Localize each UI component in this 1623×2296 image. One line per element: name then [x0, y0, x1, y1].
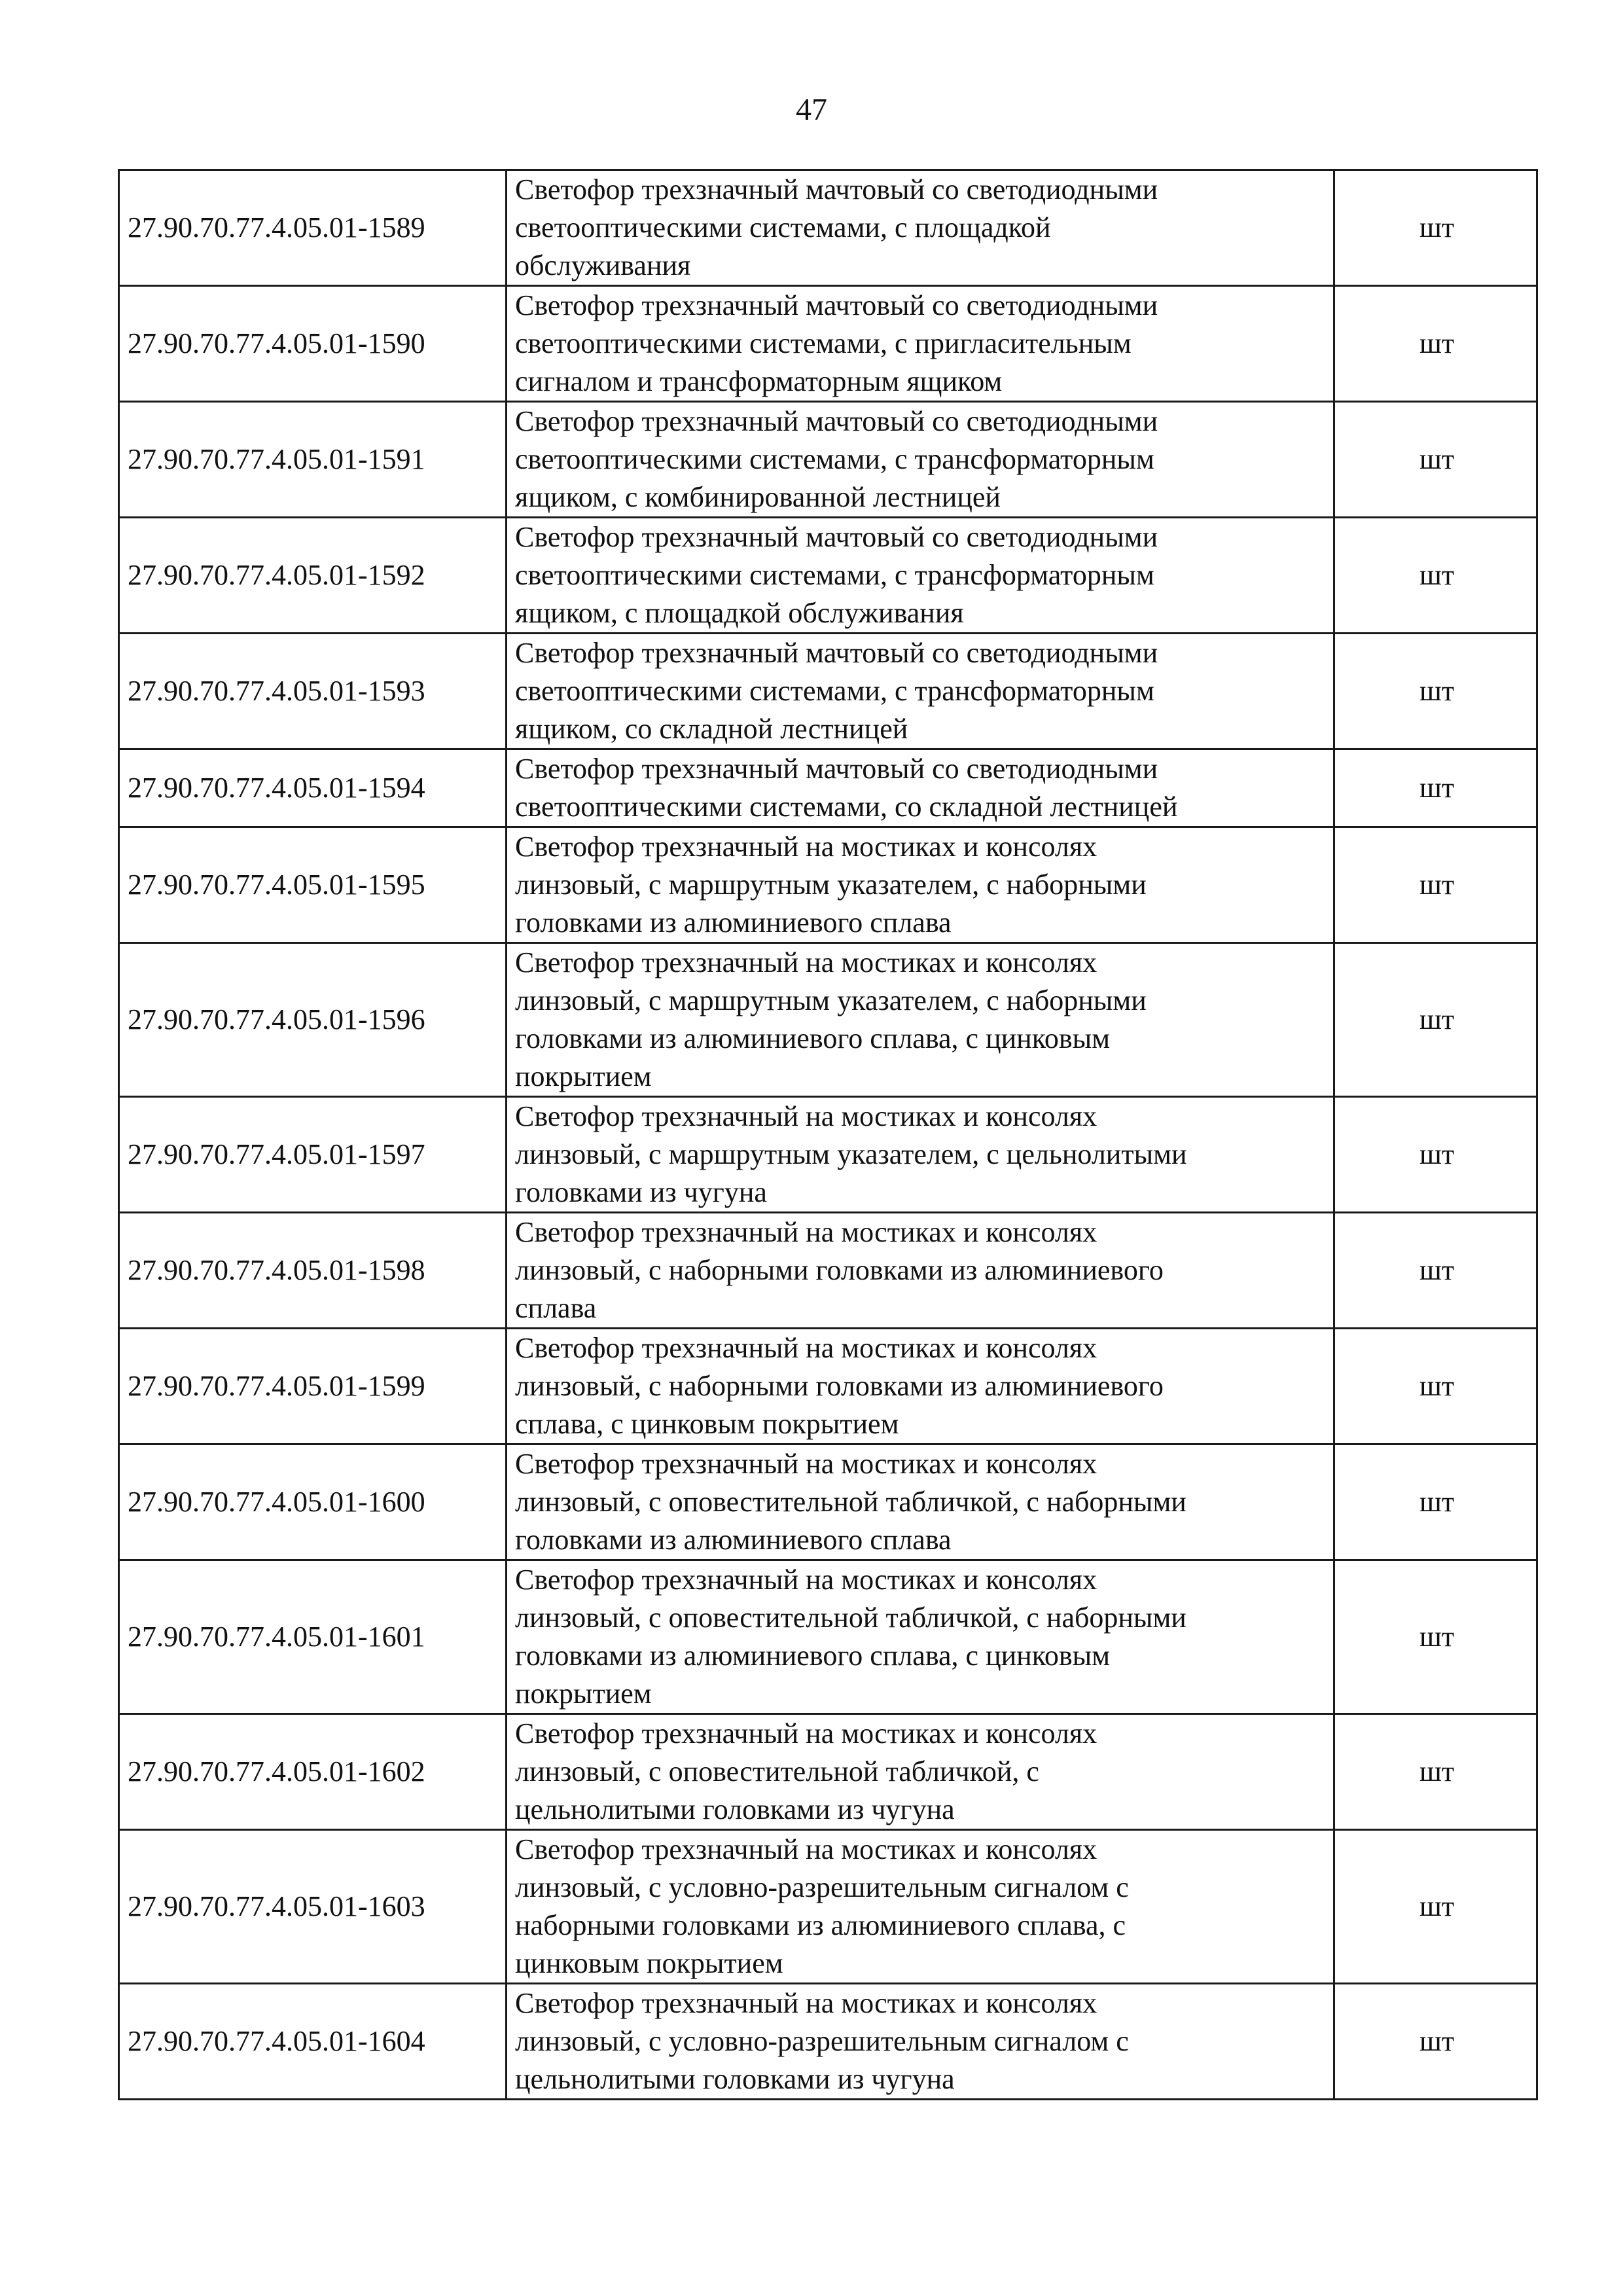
description-line: линзовый, с условно-разрешительным сигналом с: [515, 1871, 1129, 1903]
item-unit: шт: [1334, 518, 1537, 634]
item-unit: шт: [1334, 827, 1537, 943]
table-row: [119, 170, 1537, 286]
table-row: [119, 1560, 1537, 1714]
description-line: ящиком, с площадкой обслуживания: [515, 597, 964, 629]
description-line: светооптическими системами, с пригласительным: [515, 327, 1132, 359]
item-description: [507, 1097, 1334, 1213]
item-description: [507, 518, 1334, 634]
description-line: Светофор трехзначный мачтовый со светодиодными: [515, 753, 1158, 785]
item-code: 27.90.70.77.4.05.01-1598: [119, 1213, 507, 1329]
item-code: 27.90.70.77.4.05.01-1597: [119, 1097, 507, 1213]
table-row: [119, 518, 1537, 634]
item-unit: шт: [1334, 402, 1537, 518]
item-code: 27.90.70.77.4.05.01-1592: [119, 518, 507, 634]
item-unit: шт: [1334, 634, 1537, 749]
item-code: 27.90.70.77.4.05.01-1590: [119, 286, 507, 402]
description-line: головками из алюминиевого сплава: [515, 1524, 952, 1556]
description-line: линзовый, с наборными головками из алюминиевого: [515, 1370, 1164, 1402]
item-description: [507, 402, 1334, 518]
items-table: [118, 169, 1538, 2100]
item-unit: шт: [1334, 286, 1537, 402]
item-unit: шт: [1334, 1097, 1537, 1213]
description-line: покрытием: [515, 1677, 652, 1710]
description-line: ящиком, со складной лестницей: [515, 713, 908, 745]
item-unit: шт: [1334, 1830, 1537, 1984]
table-row: [119, 1444, 1537, 1560]
item-code: 27.90.70.77.4.05.01-1593: [119, 634, 507, 749]
item-unit: шт: [1334, 749, 1537, 827]
table-row: [119, 827, 1537, 943]
item-unit: шт: [1334, 1329, 1537, 1444]
table-row: [119, 1984, 1537, 2100]
description-line: покрытием: [515, 1060, 652, 1092]
description-line: Светофор трехзначный на мостиках и консолях: [515, 831, 1097, 863]
description-line: сплава, с цинковым покрытием: [515, 1408, 899, 1440]
table-row: [119, 943, 1537, 1097]
table-row: [119, 1830, 1537, 1984]
item-description: [507, 1444, 1334, 1560]
item-code: 27.90.70.77.4.05.01-1594: [119, 749, 507, 827]
item-description: [507, 1213, 1334, 1329]
item-description: [507, 943, 1334, 1097]
item-unit: шт: [1334, 1213, 1537, 1329]
description-line: Светофор трехзначный на мостиках и консолях: [515, 1448, 1097, 1480]
item-code: 27.90.70.77.4.05.01-1599: [119, 1329, 507, 1444]
description-line: Светофор трехзначный мачтовый со светодиодными: [515, 405, 1158, 437]
description-line: сигналом и трансформаторным ящиком: [515, 365, 1003, 397]
description-line: линзовый, с маршрутным указателем, с наборными: [515, 869, 1147, 901]
item-description: [507, 634, 1334, 749]
table-row: [119, 749, 1537, 827]
description-line: линзовый, с оповестительной табличкой, с наборными: [515, 1602, 1186, 1634]
description-line: Светофор трехзначный на мостиках и консолях: [515, 1833, 1097, 1865]
description-line: светооптическими системами, с трансформаторным: [515, 559, 1154, 591]
description-line: цинковым покрытием: [515, 1947, 783, 1979]
description-line: линзовый, с маршрутным указателем, с наборными: [515, 984, 1147, 1016]
item-code: 27.90.70.77.4.05.01-1589: [119, 170, 507, 286]
table-row: [119, 402, 1537, 518]
description-line: Светофор трехзначный на мостиках и консолях: [515, 1987, 1097, 2019]
table-row: [119, 1714, 1537, 1830]
description-line: Светофор трехзначный на мостиках и консолях: [515, 1216, 1097, 1248]
description-line: Светофор трехзначный на мостиках и консолях: [515, 1332, 1097, 1364]
description-line: головками из алюминиевого сплава: [515, 906, 952, 939]
item-description: [507, 1830, 1334, 1984]
item-unit: шт: [1334, 943, 1537, 1097]
description-line: светооптическими системами, со складной лестницей: [515, 791, 1178, 823]
description-line: светооптическими системами, с площадкой: [515, 211, 1051, 243]
description-line: Светофор трехзначный на мостиках и консолях: [515, 946, 1097, 978]
item-description: [507, 1984, 1334, 2100]
item-code: 27.90.70.77.4.05.01-1600: [119, 1444, 507, 1560]
description-line: наборными головками из алюминиевого сплава, с: [515, 1909, 1126, 1941]
description-line: Светофор трехзначный на мостиках и консолях: [515, 1100, 1097, 1132]
item-unit: шт: [1334, 1560, 1537, 1714]
item-code: 27.90.70.77.4.05.01-1596: [119, 943, 507, 1097]
description-line: сплава: [515, 1292, 597, 1324]
description-line: линзовый, с оповестительной табличкой, с наборными: [515, 1486, 1186, 1518]
item-description: [507, 170, 1334, 286]
page-number: 47: [796, 92, 827, 127]
description-line: Светофор трехзначный мачтовый со светодиодными: [515, 521, 1158, 553]
description-line: линзовый, с маршрутным указателем, с цельнолитыми: [515, 1138, 1187, 1170]
item-unit: шт: [1334, 1714, 1537, 1830]
description-line: линзовый, с условно-разрешительным сигналом с: [515, 2025, 1129, 2057]
item-unit: шт: [1334, 1444, 1537, 1560]
description-line: светооптическими системами, с трансформаторным: [515, 443, 1154, 475]
item-code: 27.90.70.77.4.05.01-1601: [119, 1560, 507, 1714]
description-line: головками из алюминиевого сплава, с цинковым: [515, 1640, 1111, 1672]
description-line: цельнолитыми головками из чугуна: [515, 2063, 955, 2095]
description-line: Светофор трехзначный мачтовый со светодиодными: [515, 289, 1158, 321]
description-line: Светофор трехзначный мачтовый со светодиодными: [515, 637, 1158, 669]
table-row: [119, 634, 1537, 749]
description-line: линзовый, с оповестительной табличкой, с: [515, 1755, 1039, 1787]
description-line: головками из алюминиевого сплава, с цинковым: [515, 1022, 1111, 1054]
description-line: головками из чугуна: [515, 1176, 767, 1208]
item-unit: шт: [1334, 170, 1537, 286]
table-row: [119, 286, 1537, 402]
item-code: 27.90.70.77.4.05.01-1595: [119, 827, 507, 943]
description-line: Светофор трехзначный на мостиках и консолях: [515, 1564, 1097, 1596]
item-description: [507, 1560, 1334, 1714]
description-line: цельнолитыми головками из чугуна: [515, 1793, 955, 1825]
description-line: обслуживания: [515, 249, 691, 281]
item-code: 27.90.70.77.4.05.01-1602: [119, 1714, 507, 1830]
item-code: 27.90.70.77.4.05.01-1591: [119, 402, 507, 518]
item-code: 27.90.70.77.4.05.01-1604: [119, 1984, 507, 2100]
item-unit: шт: [1334, 1984, 1537, 2100]
description-line: Светофор трехзначный мачтовый со светодиодными: [515, 173, 1158, 206]
item-description: [507, 1329, 1334, 1444]
item-description: [507, 1714, 1334, 1830]
description-line: светооптическими системами, с трансформаторным: [515, 675, 1154, 707]
item-description: [507, 749, 1334, 827]
items-table-body: [119, 170, 1537, 2100]
description-line: ящиком, с комбинированной лестницей: [515, 481, 1001, 513]
item-code: 27.90.70.77.4.05.01-1603: [119, 1830, 507, 1984]
item-description: [507, 827, 1334, 943]
item-description: [507, 286, 1334, 402]
description-line: линзовый, с наборными головками из алюминиевого: [515, 1254, 1164, 1286]
description-line: Светофор трехзначный на мостиках и консолях: [515, 1717, 1097, 1749]
table-row: [119, 1329, 1537, 1444]
table-row: [119, 1097, 1537, 1213]
table-row: [119, 1213, 1537, 1329]
